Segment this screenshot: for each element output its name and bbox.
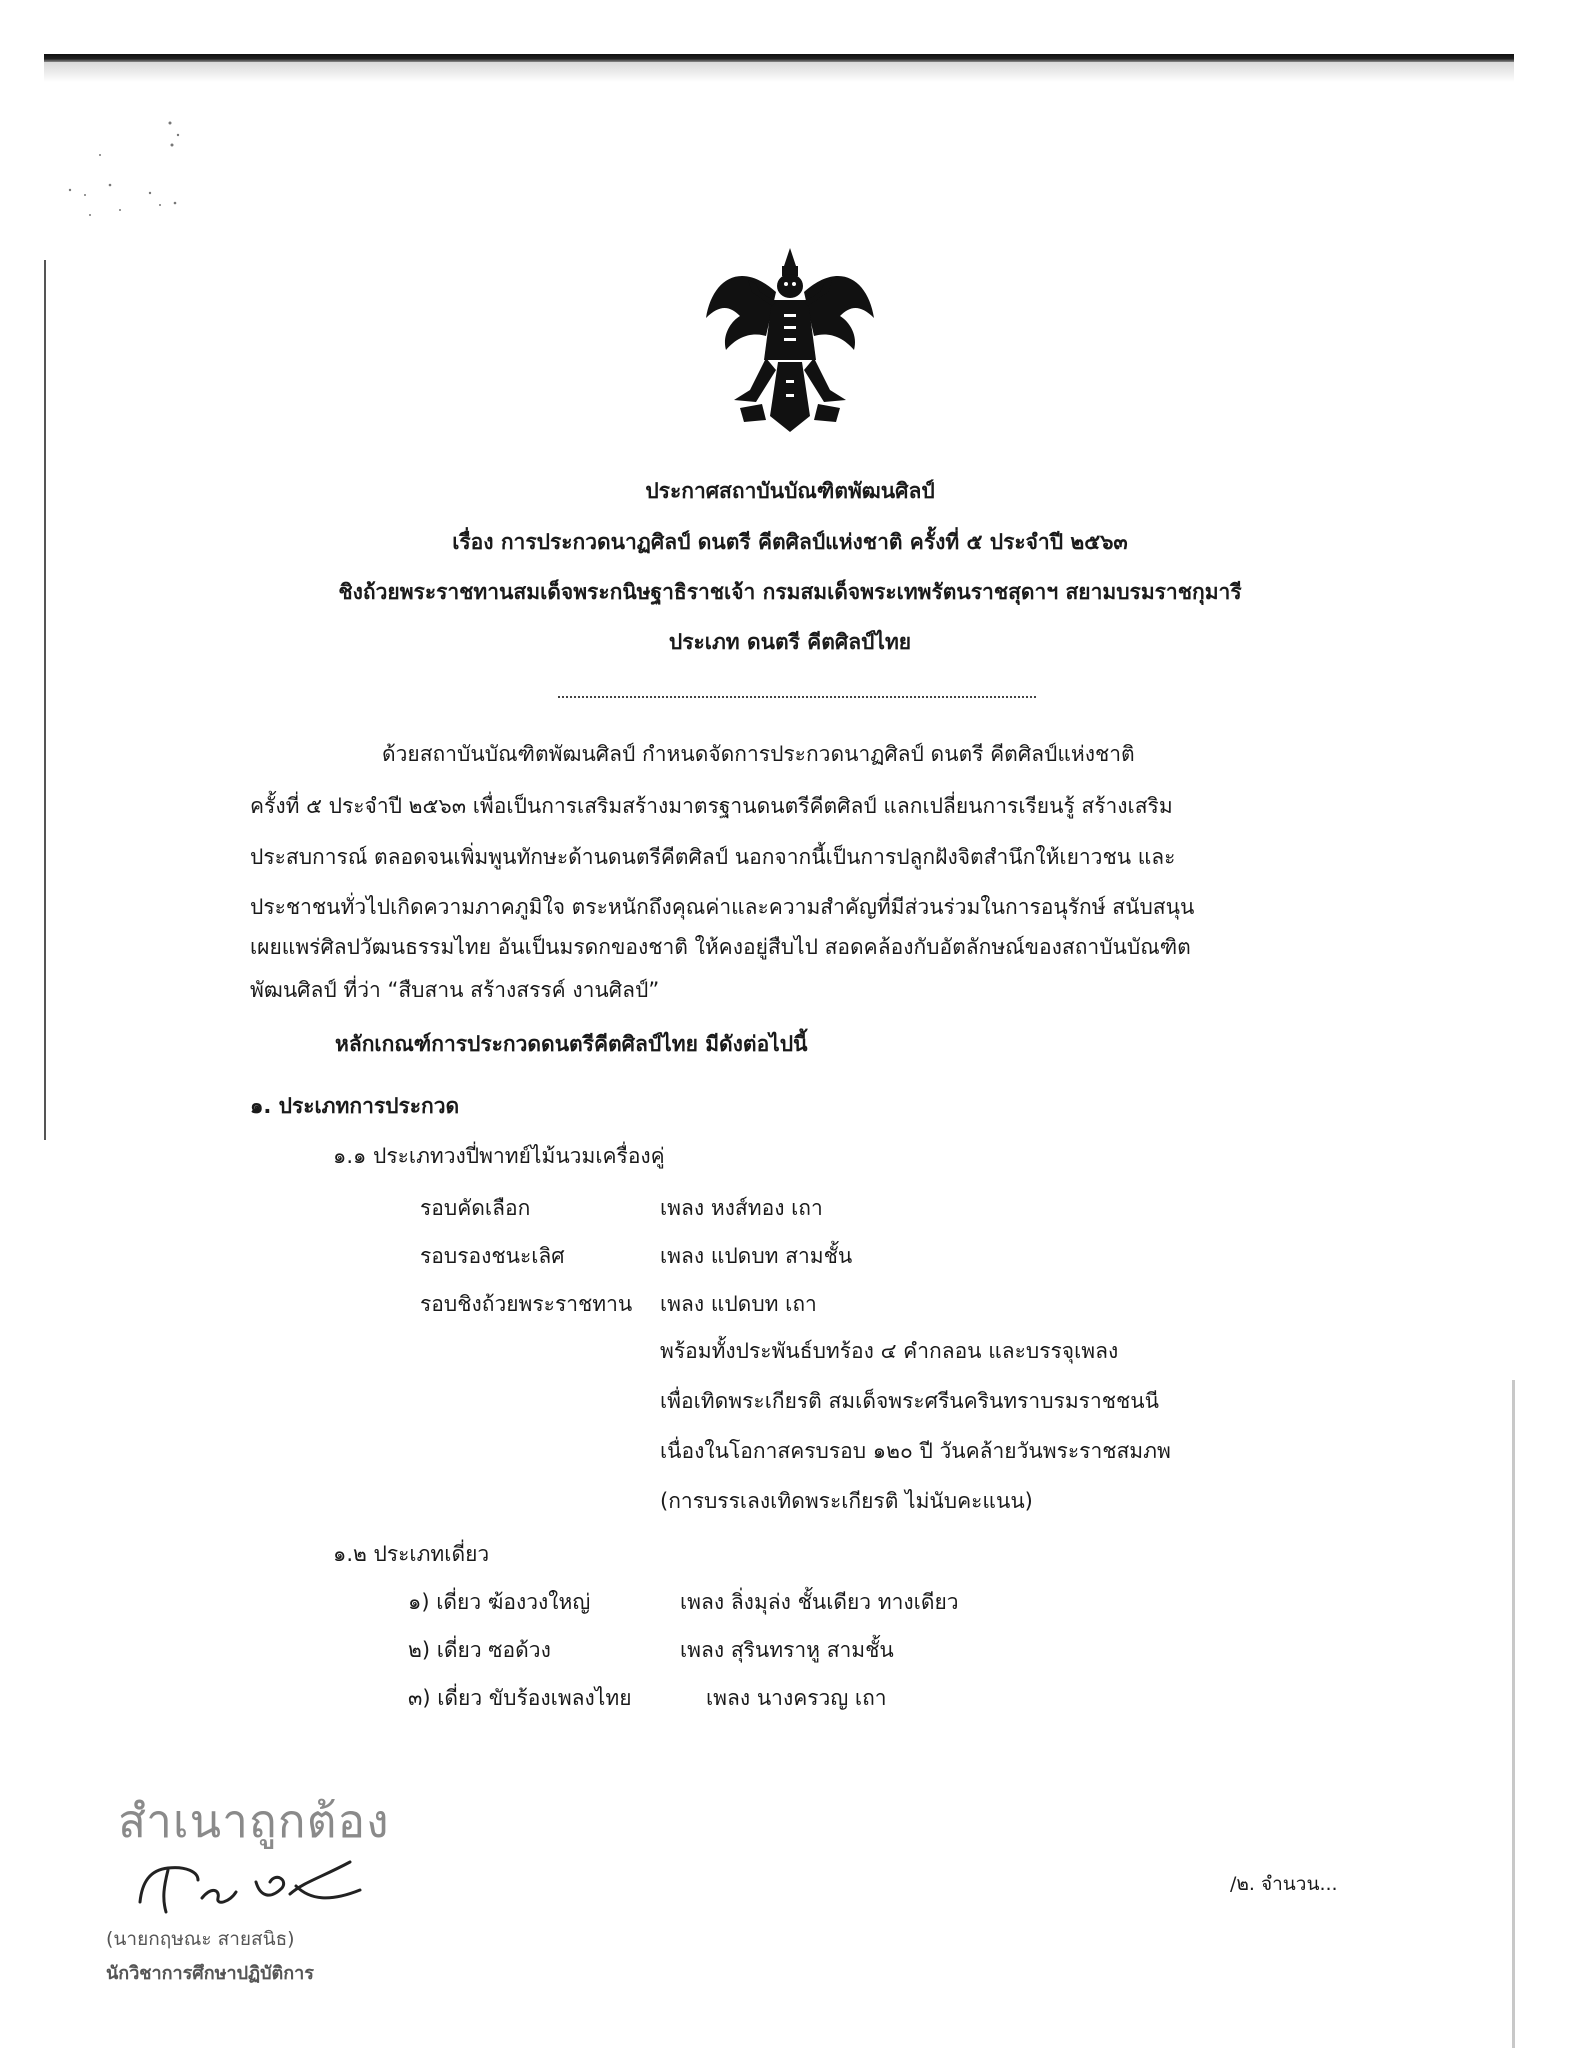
subsection-heading: ๑.๒ ประเภทเดี่ยว bbox=[333, 1542, 490, 1566]
paragraph-line: ครั้งที่ ๕ ประจำปี ๒๕๖๓ เพื่อเป็นการเสริมสร้างมาตรฐานดนตรีคีตศิลป์ แลกเปลี่ยนการเรียนรู้ สร้างเสริม bbox=[250, 794, 1173, 818]
copy-certified-stamp: สำเนาถูกต้อง bbox=[118, 1794, 390, 1848]
solo-value: เพลง ลิ่งมุล่ง ชั้นเดียว ทางเดียว bbox=[680, 1590, 959, 1614]
agency-title: ประกาศสถาบันบัณฑิตพัฒนศิลป์ bbox=[645, 479, 935, 503]
scan-edge-top bbox=[44, 54, 1514, 62]
round-label: รอบรองชนะเลิศ bbox=[420, 1244, 565, 1268]
section-heading: ๑. ประเภทการประกวด bbox=[250, 1094, 460, 1118]
paragraph-line: ด้วยสถาบันบัณฑิตพัฒนศิลป์ กำหนดจัดการประกวดนาฏศิลป์ ดนตรี คีตศิลป์แห่งชาติ bbox=[382, 742, 1135, 766]
round-detail-line: เนื่องในโอกาสครบรอบ ๑๒๐ ปี วันคล้ายวันพระราชสมภพ bbox=[660, 1439, 1171, 1463]
round-detail-line: พร้อมทั้งประพันธ์บทร้อง ๔ คำกลอน และบรรจุเพลง bbox=[660, 1339, 1119, 1363]
header-divider bbox=[558, 696, 1036, 698]
criteria-heading: หลักเกณฑ์การประกวดดนตรีคีตศิลป์ไทย มีดังต่อไปนี้ bbox=[335, 1032, 808, 1056]
round-detail-line: (การบรรเลงเทิดพระเกียรติ ไม่นับคะแนน) bbox=[660, 1489, 1033, 1513]
subsection-heading: ๑.๑ ประเภทวงปี่พาทย์ไม้นวมเครื่องคู่ bbox=[333, 1144, 665, 1168]
round-label: รอบชิงถ้วยพระราชทาน bbox=[420, 1292, 633, 1316]
scan-edge-right bbox=[1512, 1380, 1515, 2048]
solo-value: เพลง นางครวญ เถา bbox=[706, 1686, 887, 1710]
solo-value: เพลง สุรินทราหู สามชั้น bbox=[680, 1638, 894, 1662]
scan-edge-left bbox=[44, 260, 46, 1140]
royal-trophy-line: ชิงถ้วยพระราชทานสมเด็จพระกนิษฐาธิราชเจ้า กรมสมเด็จพระเทพรัตนราชสุดาฯ สยามบรมราชกุมารี bbox=[338, 580, 1242, 604]
solo-label: ๑) เดี่ยว ฆ้องวงใหญ่ bbox=[408, 1590, 591, 1614]
round-label: รอบคัดเลือก bbox=[420, 1196, 531, 1220]
paragraph-line: ประสบการณ์ ตลอดจนเพิ่มพูนทักษะด้านดนตรีคีตศิลป์ นอกจากนี้เป็นการปลูกฝังจิตสำนึกให้เยาวชน และ bbox=[250, 845, 1176, 869]
signer-title: นักวิชาการศึกษาปฏิบัติการ bbox=[106, 1963, 314, 1984]
paragraph-line: ประชาชนทั่วไปเกิดความภาคภูมิใจ ตระหนักถึงคุณค่าและความสำคัญที่มีส่วนร่วมในการอนุรักษ์ สนับสนุน bbox=[250, 895, 1195, 919]
round-detail-line: เพื่อเทิดพระเกียรติ สมเด็จพระศรีนครินทราบรมราชชนนี bbox=[660, 1389, 1159, 1413]
round-value: เพลง แปดบท เถา bbox=[660, 1292, 817, 1316]
garuda-emblem-icon bbox=[700, 240, 880, 440]
round-value: เพลง แปดบท สามชั้น bbox=[660, 1244, 853, 1268]
solo-label: ๒) เดี่ยว ซอด้วง bbox=[408, 1638, 551, 1662]
signer-name: (นายกฤษณะ สายสนิธ) bbox=[106, 1928, 295, 1950]
handwritten-signature bbox=[120, 1842, 420, 1922]
paragraph-line: พัฒนศิลป์ ที่ว่า “สืบสาน สร้างสรรค์ งานศิลป์” bbox=[250, 978, 660, 1002]
scan-noise bbox=[60, 115, 200, 235]
paragraph-line: เผยแพร่ศิลปวัฒนธรรมไทย อันเป็นมรดกของชาติ ให้คงอยู่สืบไป สอดคล้องกับอัตลักษณ์ของสถาบันบัณฑิต bbox=[250, 935, 1191, 959]
solo-label: ๓) เดี่ยว ขับร้องเพลงไทย bbox=[408, 1686, 632, 1710]
subject-title: เรื่อง การประกวดนาฏศิลป์ ดนตรี คีตศิลป์แห่งชาติ ครั้งที่ ๕ ประจำปี ๒๕๖๓ bbox=[452, 530, 1128, 554]
category-title: ประเภท ดนตรี คีตศิลป์ไทย bbox=[668, 630, 912, 654]
continuation-marker: /๒. จำนวน... bbox=[1230, 1873, 1338, 1895]
scan-shadow bbox=[44, 62, 1514, 82]
round-value: เพลง หงส์ทอง เถา bbox=[660, 1196, 823, 1220]
